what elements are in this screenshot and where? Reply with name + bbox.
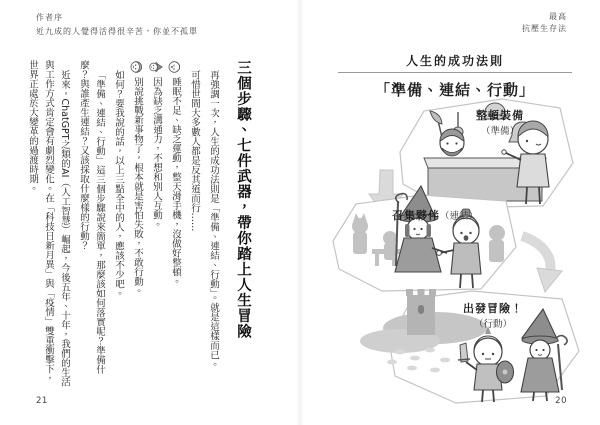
diagram-subtitle: 「準備、連結、行動」: [374, 81, 535, 99]
page-number-left: 21: [36, 396, 48, 406]
step-title: 整頓裝備: [476, 109, 524, 122]
section-title: 三個步驟、七件武器，帶你踏上人生冒險: [235, 60, 251, 339]
paragraph: 如何？要我說的話，以上三點全中的人，應該不少吧。: [113, 69, 124, 298]
paragraph-with-icon: [129, 60, 145, 390]
paragraph-text: 因為缺乏溝通力，不想和別人互動。: [151, 77, 162, 229]
step-label-prepare: [455, 107, 545, 137]
arrow-curved-down-icon: [522, 236, 562, 292]
step-label-action: [448, 300, 538, 330]
page-number-right: 20: [555, 396, 567, 406]
step-title: 出發冒險！: [463, 302, 523, 315]
paragraph-with-icon: [167, 60, 183, 390]
book-title-line1: 最高: [549, 12, 567, 21]
paragraph-text: 睡眠不足、缺乏運動，整天滑手機，沒做好整頓。: [170, 77, 181, 286]
paragraph: 可惜世間大多數人都是反其道而行……: [189, 69, 200, 231]
step-subtitle: （準備）: [480, 126, 519, 137]
step-subtitle: （行動）: [473, 319, 512, 330]
sleepy-face-icon: [169, 60, 183, 75]
paragraph: 再強調一次，人生的成功法則是「準備、連結、行動」。就是這樣而已。: [208, 69, 219, 369]
step-subtitle: （連結）: [439, 211, 478, 222]
right-page: [300, 0, 600, 425]
paragraph: 「準備、連結、行動」這三個步驟說來簡單，那麼該如何落實呢？準備什麼？與誰產生連結？又該採取什麼樣的行動？: [78, 60, 105, 374]
paragraph-text: 別說挑戰新事物了，根本就是害怕失敗，不敢行動。: [132, 77, 143, 296]
diagram-title: 人生的成功法則: [405, 54, 504, 68]
book-title-line2: 抗壓生存法: [522, 24, 567, 33]
paragraph-with-icon: [148, 60, 164, 390]
chapter-label: 作者序: [36, 13, 63, 22]
step-label-connect: [345, 204, 525, 223]
left-running-head: [36, 11, 198, 38]
wizard-face-icon: [150, 60, 164, 75]
step-title: 召集夥伴: [391, 209, 440, 222]
panel-connect: [333, 186, 516, 291]
chapter-title: 近九成的人覺得活得很辛苦，你並不孤單: [36, 27, 198, 36]
vertical-text-block: [21, 60, 256, 390]
knight-face-icon: [131, 60, 145, 75]
paragraph: 近來，ChatGPT之類的AI（人工智慧）崛起，今後五年、十年，我們的生活與工作方式肯定會有劇烈變化。在「科技日新月異」與「疫情」雙重衝擊下，世界正處於大變革的過渡時期。: [27, 60, 70, 386]
